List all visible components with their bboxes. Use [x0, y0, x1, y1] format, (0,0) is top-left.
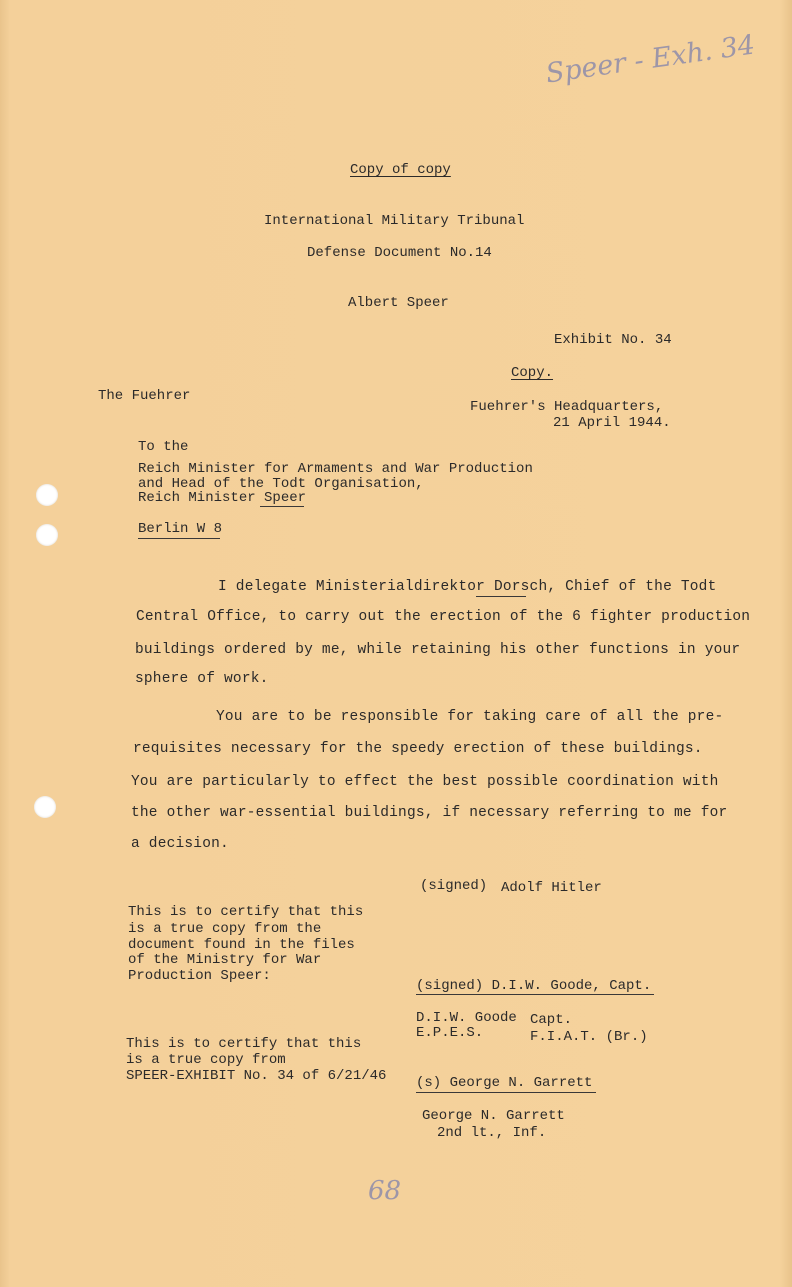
- paragraph-2-line-2: requisites necessary for the speedy erection of these buildings.: [133, 741, 703, 757]
- certification-2-line-3: SPEER-EXHIBIT No. 34 of 6/21/46: [126, 1068, 387, 1084]
- exhibit-number: Exhibit No. 34: [554, 332, 672, 348]
- addressee-city: Berlin W 8: [138, 521, 223, 537]
- garrett-name: George N. Garrett: [422, 1108, 565, 1124]
- garrett-rank: 2nd lt., Inf.: [437, 1125, 547, 1141]
- handwritten-page-number: 68: [368, 1176, 402, 1206]
- certification-1-line-1: This is to certify that this: [128, 904, 364, 920]
- certification-1-line-3: document found in the files: [128, 937, 355, 953]
- paragraph-1-line-4: sphere of work.: [135, 671, 269, 687]
- defendant-name: Albert Speer: [348, 295, 449, 311]
- letter-date: 21 April 1944.: [553, 415, 671, 431]
- goode-unit-epes: E.P.E.S.: [416, 1025, 484, 1041]
- paragraph-2-line-5: a decision.: [131, 836, 229, 852]
- paragraph-1-line-3: buildings ordered by me, while retaining his other functions in your: [135, 642, 741, 658]
- paragraph-2-line-1: You are to be responsible for taking care of all the pre-: [216, 709, 724, 725]
- addressee-line-4: Reich Minister Speer: [138, 490, 307, 506]
- garrett-underline: [416, 1092, 596, 1093]
- goode-name: D.I.W. Goode: [416, 1010, 517, 1026]
- paragraph-1-line-2: Central Office, to carry out the erection of the 6 fighter production: [136, 609, 751, 625]
- goode-underline: [416, 994, 654, 995]
- certification-1-line-4: of the Ministry for War: [128, 952, 322, 968]
- defense-document-line: Defense Document No.14: [307, 245, 492, 261]
- copy-of-copy-heading: Copy of copy: [350, 162, 451, 178]
- certification-2-line-2: is a true copy from: [126, 1052, 286, 1068]
- addressee-line-3: and Head of the Todt Organisation,: [138, 476, 424, 492]
- addressee-line-2: Reich Minister for Armaments and War Production: [138, 461, 533, 477]
- garrett-signed-line: (s) George N. Garrett: [416, 1075, 593, 1091]
- paragraph-2-line-4: the other war-essential buildings, if necessary referring to me for: [131, 805, 728, 821]
- dorsch-underline: [476, 596, 526, 597]
- certification-1-line-5: Production Speer:: [128, 968, 271, 984]
- headquarters-line: Fuehrer's Headquarters,: [470, 399, 664, 415]
- signatory-name: Adolf Hitler: [501, 880, 602, 896]
- punch-hole-top: [36, 484, 58, 506]
- addressee-line-1: To the: [138, 439, 189, 455]
- copy-label: Copy.: [511, 365, 554, 381]
- paragraph-2-line-3: You are particularly to effect the best possible coordination with: [131, 774, 719, 790]
- signed-prefix: (signed): [420, 878, 488, 894]
- letter-from: The Fuehrer: [98, 388, 191, 404]
- punch-hole-middle: [36, 524, 58, 546]
- speer-underline: [260, 506, 304, 507]
- certification-1-line-2: is a true copy from the: [128, 921, 322, 937]
- certification-2-line-1: This is to certify that this: [126, 1036, 362, 1052]
- paragraph-1-line-1: I delegate Ministerialdirektor Dorsch, Chief of the Todt: [218, 579, 717, 595]
- handwritten-exhibit-note: Speer - Exh. 34: [543, 29, 757, 90]
- goode-rank: Capt.: [530, 1012, 573, 1028]
- goode-signed-line: (signed) D.I.W. Goode, Capt.: [416, 978, 652, 994]
- punch-hole-bottom: [34, 796, 56, 818]
- goode-unit-fiat: F.I.A.T. (Br.): [530, 1029, 648, 1045]
- tribunal-line: International Military Tribunal: [264, 213, 525, 229]
- city-underline: [138, 538, 220, 539]
